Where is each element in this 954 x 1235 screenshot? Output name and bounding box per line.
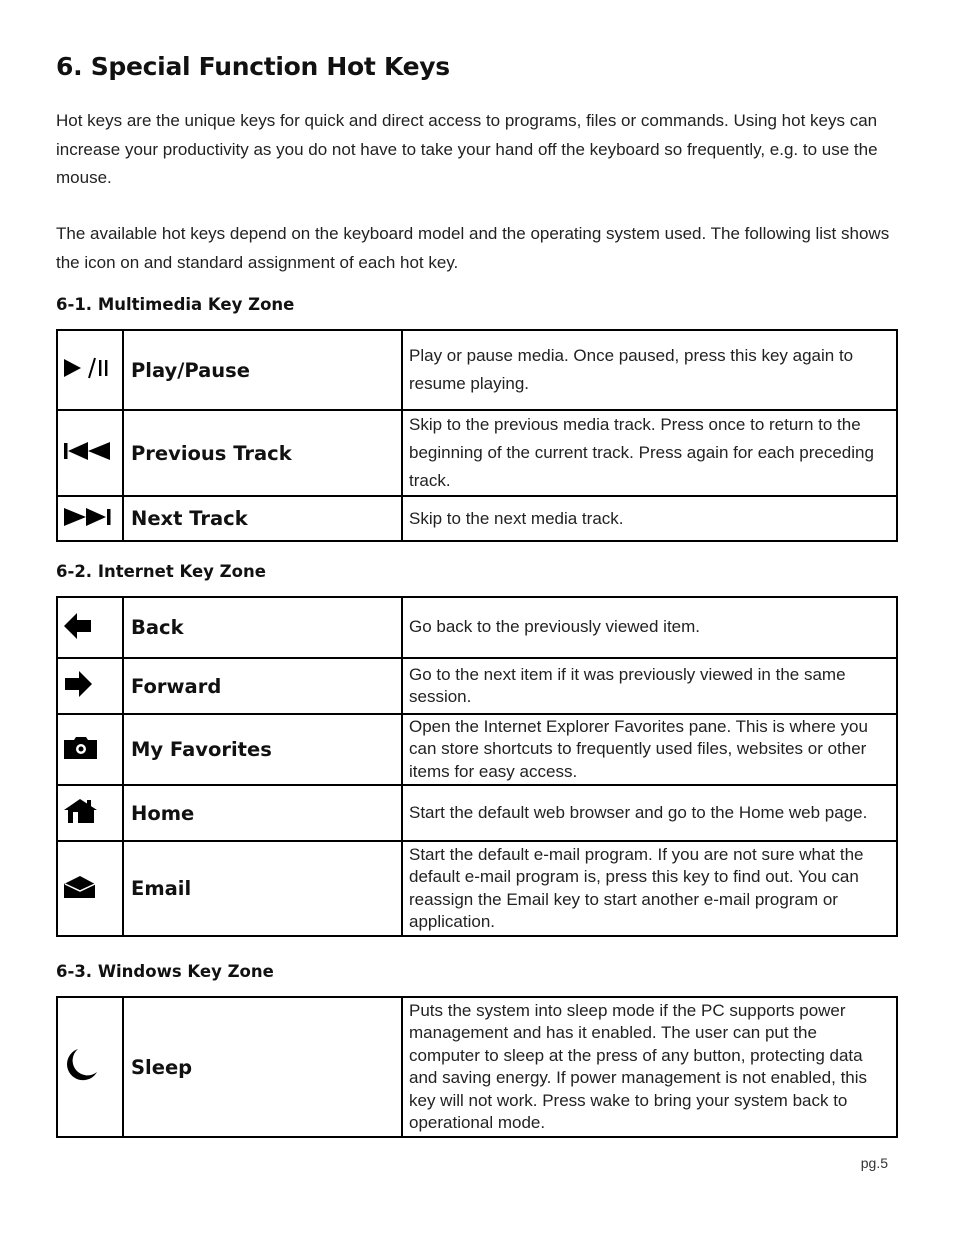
key-name: Next Track	[123, 496, 402, 541]
intro-paragraph: The available hot keys depend on the keyboard model and the operating system used. The following list shows the icon on and standard assignment of each hot key.	[56, 224, 890, 272]
table-row	[57, 841, 897, 936]
windows-key-table	[56, 996, 898, 1138]
internet-key-table	[56, 596, 898, 937]
table-row	[57, 714, 897, 785]
key-name: Forward	[123, 658, 402, 714]
section-heading-multimedia: 6-1. Multimedia Key Zone	[56, 295, 295, 314]
key-description: Go to the next item if it was previously viewed in the same session.	[402, 658, 897, 714]
icon-cell	[57, 658, 123, 714]
home-icon	[64, 798, 98, 824]
key-description: Puts the system into sleep mode if the PC supports power management and has it enabled. The user can put the computer to sleep at the press of any button, protecting data and saving energy. If power management is not enabled, this key will not work. Press wake to bring your system back to operational mode.	[402, 997, 897, 1137]
table-row	[57, 496, 897, 541]
multimedia-key-table	[56, 329, 898, 542]
key-description: Start the default web browser and go to the Home web page.	[402, 785, 897, 841]
key-description: Go back to the previously viewed item.	[402, 597, 897, 658]
key-description: Play or pause media. Once paused, press this key again to resume playing.	[402, 330, 897, 410]
key-name: Home	[123, 785, 402, 841]
key-name: My Favorites	[123, 714, 402, 785]
favorites-folder-icon	[64, 736, 98, 760]
intro-paragraph: Hot keys are the unique keys for quick and direct access to programs, files or commands. Using hot keys can increase your productivity as you do not have to take your hand off the keyboard so frequently, e.g. to use the mouse.	[56, 111, 878, 187]
key-description: Skip to the previous media track. Press once to return to the beginning of the current track. Press again for each preceding track.	[402, 410, 897, 496]
icon-cell	[57, 714, 123, 785]
back-arrow-icon	[64, 613, 92, 639]
key-name: Sleep	[123, 997, 402, 1137]
table-row	[57, 658, 897, 714]
key-description: Skip to the next media track.	[402, 496, 897, 541]
play-pause-icon	[64, 357, 110, 379]
next-track-icon	[64, 507, 112, 527]
forward-arrow-icon	[64, 671, 92, 697]
icon-cell	[57, 997, 123, 1137]
moon-icon	[64, 1048, 98, 1082]
section-heading-windows: 6-3. Windows Key Zone	[56, 962, 274, 981]
key-name: Email	[123, 841, 402, 936]
table-row	[57, 330, 897, 410]
key-name: Previous Track	[123, 410, 402, 496]
section-heading-internet: 6-2. Internet Key Zone	[56, 562, 266, 581]
key-name: Play/Pause	[123, 330, 402, 410]
page-number: pg.5	[860, 1155, 888, 1171]
key-description: Start the default e-mail program. If you are not sure what the default e-mail program is, press this key to find out. You can reassign the Email key to start another e-mail program or application.	[402, 841, 897, 936]
email-envelope-icon	[64, 875, 96, 899]
icon-cell	[57, 410, 123, 496]
icon-cell	[57, 841, 123, 936]
page-title: 6. Special Function Hot Keys	[56, 52, 450, 81]
icon-cell	[57, 330, 123, 410]
icon-cell	[57, 785, 123, 841]
table-row	[57, 410, 897, 496]
key-name: Back	[123, 597, 402, 658]
icon-cell	[57, 597, 123, 658]
table-row	[57, 597, 897, 658]
key-description: Open the Internet Explorer Favorites pane. This is where you can store shortcuts to frequently used files, websites or other items for easy access.	[402, 714, 897, 785]
table-row	[57, 785, 897, 841]
table-row	[57, 997, 897, 1137]
previous-track-icon	[64, 441, 112, 461]
icon-cell	[57, 496, 123, 541]
